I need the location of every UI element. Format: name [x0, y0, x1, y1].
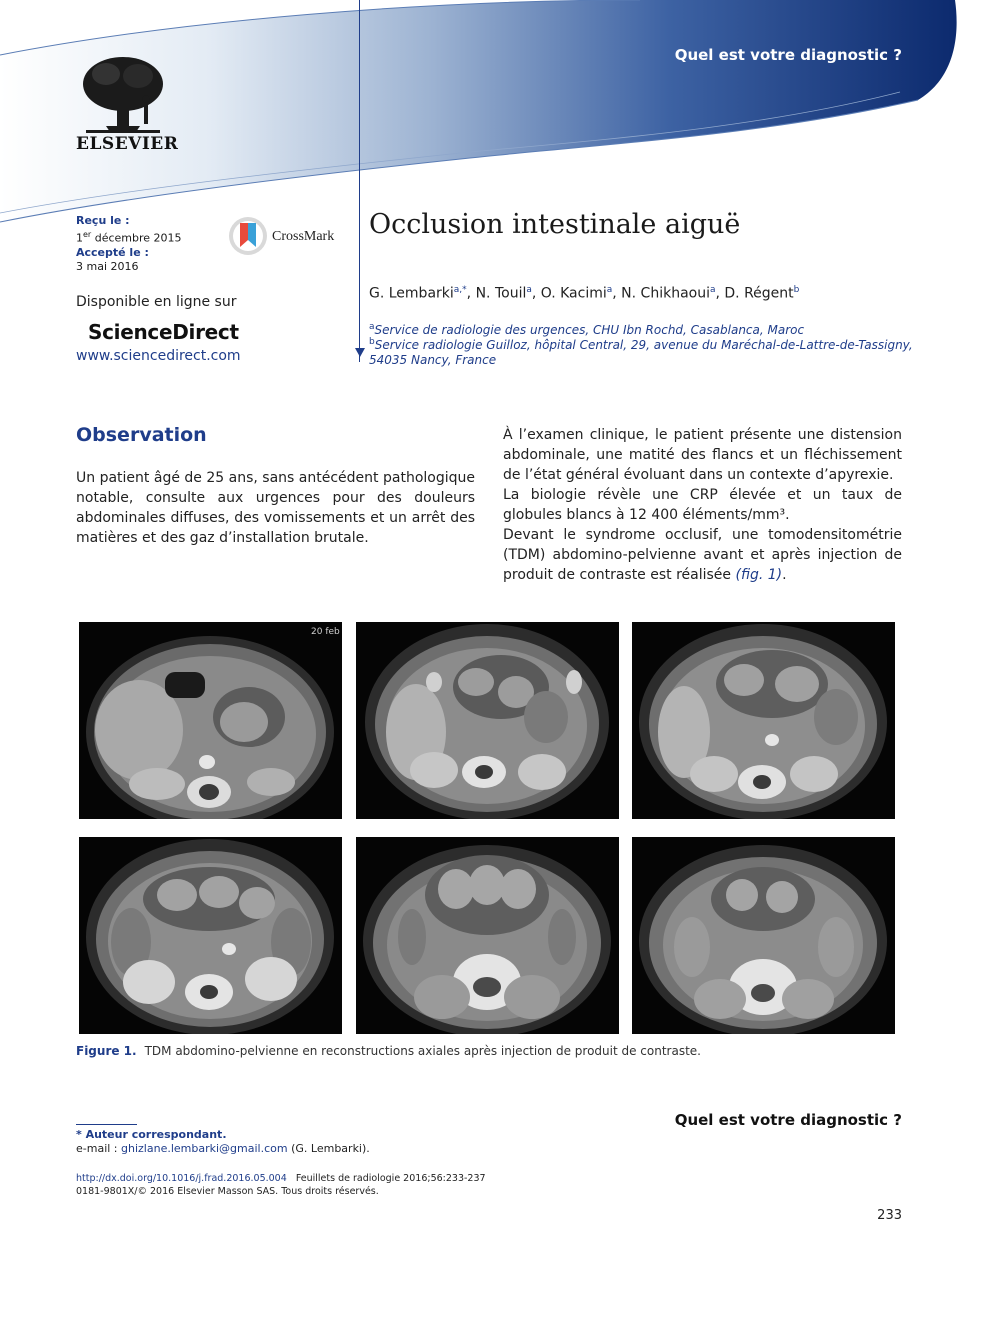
body-column-left: [76, 468, 475, 548]
author-list: G. Lembarki$^{a,*}$, N. Touil$^a$, O. Kacimi$^a$, N. Chikhaoui$^a$, D. Régent$^b$: [369, 285, 800, 302]
body-column-right: [503, 425, 902, 585]
article-dates: [76, 214, 182, 274]
publisher-name: ELSEVIER: [76, 134, 179, 154]
vertical-rule: [359, 0, 360, 362]
journal-citation: Feuillets de radiologie 2016;56:233-237: [295, 1173, 486, 1184]
figure-caption: Figure 1. TDM abdomino-pelvienne en reconstructions axiales après injection de produit de contraste.: [76, 1044, 701, 1058]
paragraph: À l’examen clinique, le patient présente une distension abdominale, une matité des flancs et un fléchissement de l’état général évoluant dans un contexte d’apyrexie.: [503, 427, 902, 483]
author: D. Régent: [724, 285, 794, 302]
arrow-down-icon: [355, 348, 365, 357]
doi-link[interactable]: http://dx.doi.org/10.1016/j.frad.2016.05.004: [76, 1173, 287, 1184]
corresponding-email: e-mail : ghizlane.lembarki@gmail.com (G. Lembarki).: [76, 1142, 370, 1155]
sciencedirect-link[interactable]: www.sciencedirect.com: [76, 348, 241, 364]
crossmark-icon[interactable]: [228, 216, 268, 256]
section-label-bottom: Quel est votre diagnostic ?: [674, 1111, 902, 1129]
copyright-line: 0181-9801X/© 2016 Elsevier Masson SAS. Tous droits réservés.: [76, 1186, 379, 1197]
author: G. Lembarki: [369, 285, 454, 302]
availability-text: Disponible en ligne sur: [76, 294, 237, 310]
paragraph: La biologie révèle une CRP élevée et un taux de globules blancs à 12 400 éléments/mm³.: [503, 487, 902, 523]
paragraph: Devant le syndrome occlusif, une tomodensitométrie (TDM) abdomino-pelvienne avant et après injection de produit de contraste est réalisée (fig. 1).: [503, 527, 902, 583]
section-label: Quel est votre diagnostic ?: [674, 46, 902, 64]
email-link[interactable]: ghizlane.lembarki@gmail.com: [121, 1142, 288, 1155]
crossmark-label[interactable]: CrossMark: [272, 229, 335, 244]
sciencedirect-logo: ScienceDirect: [88, 320, 239, 344]
paragraph: Un patient âgé de 25 ans, sans antécédent pathologique notable, consulte aux urgences pour des douleurs abdominales diffuses, des vomissements et un arrêt des matières et des gaz d’installation brutale.: [76, 470, 475, 546]
affiliation-b: $^b$Service radiologie Guilloz, hôpital Central, 29, avenue du Maréchal-de-Lattre-de-Tassigny, 54035 Nancy, France: [369, 337, 913, 367]
ct-scan-panel-5: [356, 837, 619, 1034]
figure-reference-link[interactable]: (fig. 1): [735, 567, 783, 583]
ct-scan-panel-2: [356, 622, 619, 819]
ct-scan-panel-4: [79, 837, 342, 1034]
ct-scan-panel-6: [632, 837, 895, 1034]
figure-label: Figure 1.: [76, 1044, 137, 1058]
accepted-date: 3 mai 2016: [76, 259, 139, 273]
doi-line: [76, 1173, 486, 1184]
affiliation-a: $^a$Service de radiologie des urgences, CHU Ibn Rochd, Casablanca, Maroc: [369, 322, 805, 337]
article-title: Occlusion intestinale aiguë: [369, 209, 741, 240]
ct-scan-panel-1: [79, 622, 342, 819]
section-heading: Observation: [76, 424, 207, 446]
ct-scan-panel-3: [632, 622, 895, 819]
author: N. Chikhaoui: [621, 285, 710, 302]
corresponding-author-label: * Auteur correspondant.: [76, 1128, 227, 1141]
footnote-rule: [76, 1124, 137, 1125]
received-date: 1er décembre 2015: [76, 230, 182, 245]
author: N. Touil: [475, 285, 527, 302]
page-number: 233: [877, 1208, 902, 1223]
author: O. Kacimi: [540, 285, 607, 302]
scan-date-label: 20 feb: [311, 627, 340, 637]
accepted-label: Accepté le :: [76, 245, 149, 259]
received-label: Reçu le :: [76, 214, 130, 227]
